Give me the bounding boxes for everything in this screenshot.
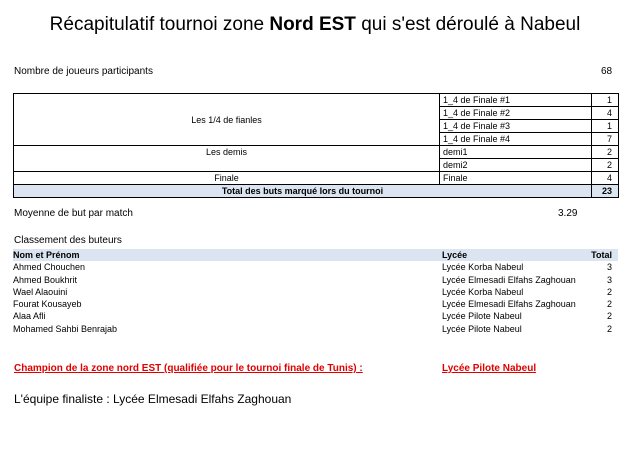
scorer-school: Lycée Korba Nabeul [442,286,524,297]
table-row [13,323,618,335]
champion-label: Champion de la zone nord EST (qualifiée pour le tournoi finale de Tunis) : [14,363,363,374]
table-row [14,146,619,159]
title-prefix: Récapitulatif tournoi zone [49,14,270,35]
recap-table [13,93,619,198]
finalist-line: L'équipe finaliste : Lycée Elmesadi Elfahs Zaghouan [14,392,292,406]
title-suffix: qui s'est déroulé à Nabeul [355,14,581,35]
scorer-name: Mohamed Sahbi Benrajab [13,323,118,334]
match-goals: 2 [592,159,619,172]
table-row [13,274,618,286]
average-label: Moyenne de but par match [14,208,133,219]
scorer-total: 3 [606,274,612,285]
quarter-label: Les 1/4 de fianles [14,94,440,146]
match-name: demi1 [440,146,592,159]
scorer-name: Alaa Afli [13,311,46,322]
match-goals: 2 [592,146,619,159]
table-row [14,94,619,107]
scorers-table [13,249,618,335]
match-goals: 4 [592,107,619,120]
scorer-total: 3 [606,262,612,273]
scorer-name: Fourat Kousayeb [13,299,82,310]
semi-label: Les demis [14,146,440,172]
scorer-school: Lycée Korba Nabeul [442,262,524,273]
players-label: Nombre de joueurs participants [14,66,153,77]
scorer-school: Lycée Elmesadi Elfahs Zaghouan [442,274,576,285]
title-bold: Nord EST [269,14,356,35]
page-title [0,14,630,36]
scorers-header-row [13,249,618,261]
match-name: Finale [440,172,592,185]
header-name: Nom et Prénom [13,249,442,261]
scorer-name: Wael Alaouini [13,286,68,297]
total-row [14,185,619,198]
scorer-school: Lycée Elmesadi Elfahs Zaghouan [442,299,576,310]
match-name: demi2 [440,159,592,172]
scorer-name: Ahmed Chouchen [13,262,86,273]
header-school: Lycée [442,249,585,261]
total-value: 23 [592,185,619,198]
scorer-total: 2 [606,323,612,334]
match-goals: 1 [592,120,619,133]
match-name: 1_4 de Finale #1 [440,94,592,107]
match-goals: 7 [592,133,619,146]
champion-team: Lycée Pilote Nabeul [442,363,537,374]
match-name: 1_4 de Finale #2 [440,107,592,120]
scorers-title: Classement des buteurs [14,235,122,246]
header-total: Total [585,249,618,261]
table-row [13,261,618,273]
scorer-total: 2 [606,299,612,310]
match-goals: 4 [592,172,619,185]
match-goals: 1 [592,94,619,107]
table-row [13,298,618,310]
match-name: 1_4 de Finale #4 [440,133,592,146]
players-value: 68 [601,66,613,77]
scorer-name: Ahmed Boukhrit [13,274,78,285]
table-row [13,310,618,322]
scorer-total: 2 [606,286,612,297]
scorer-total: 2 [606,311,612,322]
total-label: Total des buts marqué lors du tournoi [14,185,592,198]
table-row [14,172,619,185]
scorer-school: Lycée Pilote Nabeul [442,323,522,334]
final-label: Finale [14,172,440,185]
table-row [13,286,618,298]
scorer-school: Lycée Pilote Nabeul [442,311,522,322]
average-value: 3.29 [558,208,578,219]
match-name: 1_4 de Finale #3 [440,120,592,133]
